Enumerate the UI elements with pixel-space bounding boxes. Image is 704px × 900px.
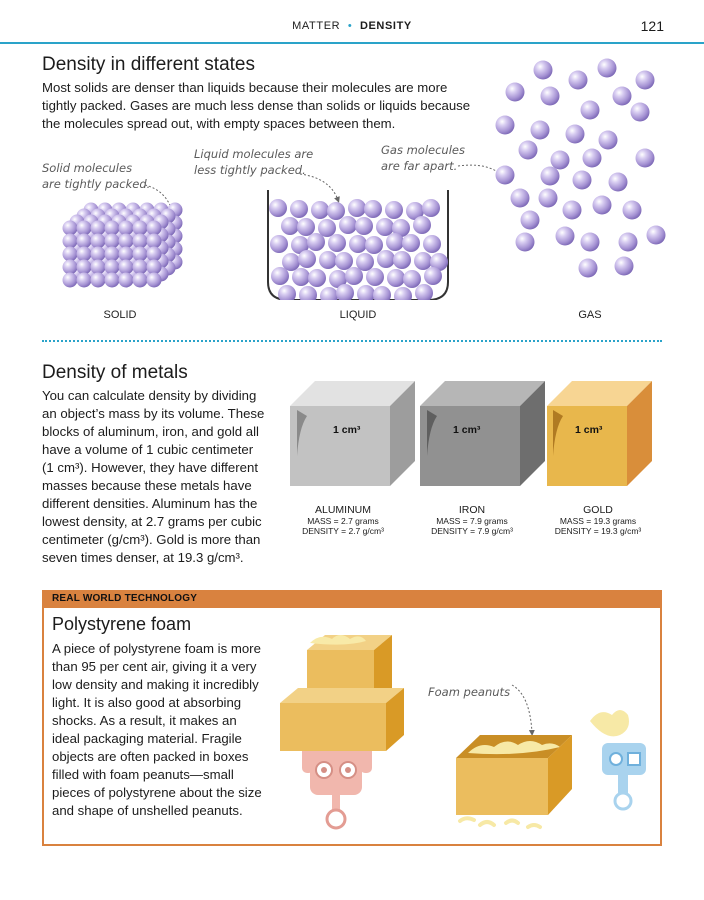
liquid-molecule [318,219,336,237]
liquid-molecule [364,200,382,218]
gas-molecule [539,189,558,208]
solid-molecule [77,273,92,288]
gas-molecule [496,166,515,185]
solid-molecule [77,260,92,275]
rwt-body-line: A piece of polystyrene foam is more [52,641,261,656]
gas-molecule [531,121,550,140]
liquid-note-arrow [300,174,338,200]
gas-molecules [496,59,666,278]
robot-figure [302,743,372,828]
states-diagram [0,50,704,300]
foam-note-arrow [512,685,532,733]
header-section-label: MATTER [292,20,341,32]
rwt-body-line: objects are often packed in boxes [52,749,249,764]
section-divider [42,340,662,342]
iron-mass: MASS = 7.9 grams [436,516,508,526]
solid-molecule [119,221,134,236]
gas-molecule [615,257,634,276]
solid-molecule [63,247,78,262]
solid-molecule [119,234,134,249]
rwt-body [52,640,272,820]
gas-molecule [519,141,538,160]
rwt-body-line: than 95 per cent air, giving it a very [52,659,257,674]
liquid-molecule [403,270,421,288]
liquid-molecule [413,216,431,234]
rwt-body-line: filled with foam peanuts—small [52,767,234,782]
metals-body-line: (1 cm³). However, they have different [42,460,258,475]
liquid-molecule [292,268,310,286]
gas-molecule [551,151,570,170]
gas-molecule [569,71,588,90]
liquid-note-line: less tightly packed. [194,163,306,177]
solid-molecules [63,203,183,288]
liquid-molecule [423,235,441,253]
liquid-molecule [320,287,338,300]
liquid-molecule [348,199,366,217]
liquid-molecule [376,218,394,236]
solid-molecule [147,273,162,288]
solid-molecule [91,260,106,275]
solid-molecule [77,247,92,262]
solid-molecule [133,234,148,249]
solid-molecule [77,234,92,249]
solid-molecule [63,260,78,275]
gas-molecule [631,103,650,122]
solid-note-line: Solid molecules [42,161,133,175]
liquid-molecule [387,269,405,287]
liquid-molecule [271,267,289,285]
solid-label: SOLID [103,309,137,321]
metals-body-line: You can calculate density by dividing [42,388,257,403]
liquid-molecule [365,236,383,254]
liquid-molecule [415,284,433,300]
solid-molecule [91,247,106,262]
liquid-molecule [357,285,375,300]
metals-body-line: lowest density, at 2.7 grams per cubic [42,514,262,529]
gas-molecule [521,211,540,230]
liquid-molecule [393,251,411,269]
liquid-molecule [339,216,357,234]
solid-molecule [147,260,162,275]
running-header [0,20,704,32]
aluminum-density: DENSITY = 2.7 g/cm³ [302,526,384,536]
iron-cube-label: 1 cm³ [453,424,481,436]
liquid-molecule [298,250,316,268]
gas-molecule [573,171,592,190]
liquid-molecule [349,235,367,253]
liquid-molecule [366,268,384,286]
metals-body-line: seven times denser, at 19.3 g/cm³. [42,550,244,565]
solid-molecule [133,273,148,288]
solid-molecule [105,273,120,288]
gas-molecule [599,131,618,150]
rwt-body-line: pieces of polystyrene about the size [52,785,262,800]
solid-molecule [63,221,78,236]
liquid-molecule [356,253,374,271]
liquid-note-line: Liquid molecules are [194,147,314,161]
gas-molecule [506,83,525,102]
liquid-molecule [269,199,287,217]
solid-molecule [119,273,134,288]
packaging-illustration [280,625,660,840]
page-number: 121 [640,18,664,34]
solid-molecule [63,273,78,288]
small-robot [590,710,646,809]
metals-body-line: centimeter (g/cm³). Gold is more than [42,532,261,547]
liquid-molecule [402,234,420,252]
solid-molecule [147,247,162,262]
gas-label: GAS [578,309,602,321]
solid-molecule [119,247,134,262]
solid-molecule [105,221,120,236]
solid-molecule [147,221,162,236]
solid-molecule [133,247,148,262]
gas-molecule [581,233,600,252]
liquid-molecule [270,235,288,253]
liquid-molecule [290,200,308,218]
gold-density: DENSITY = 19.3 g/cm³ [554,526,642,536]
liquid-molecule [311,201,329,219]
gas-molecule [496,116,515,135]
liquid-molecule [385,201,403,219]
solid-molecule [105,260,120,275]
solid-molecule [119,260,134,275]
metals-body-line: have a volume of 1 cubic centimeter [42,442,254,457]
metal-cubes [285,376,665,496]
gas-molecule [593,196,612,215]
metals-body-line: an object’s mass by its volume. These [42,406,265,421]
gas-molecule [623,201,642,220]
states-body-line: tightly packed. Gases are much less dense than solids or liquids because [42,98,471,113]
liquid-molecule [327,202,345,220]
stacked-box-bottom [280,688,404,751]
metals-body-line: blocks of aluminum, iron, and gold all [42,424,259,439]
liquid-molecule [297,218,315,236]
solid-molecule [105,234,120,249]
gas-molecule [516,233,535,252]
liquid-molecule [328,234,346,252]
gas-molecule [541,167,560,186]
gas-molecule [598,59,617,78]
gas-molecule [556,227,575,246]
rwt-body-line: ideal packaging material. Fragile [52,731,242,746]
liquid-molecule [414,252,432,270]
liquid-molecule [424,267,442,285]
aluminum-name: ALUMINUM [314,504,371,516]
liquid-molecule [422,199,440,217]
liquid-molecule [335,252,353,270]
aluminum-info [268,504,418,536]
rwt-banner: REAL WORLD TECHNOLOGY [42,590,662,608]
gas-note-line: are far apart. [381,159,458,173]
states-body-line: Most solids are denser than liquids because their molecules are more [42,80,448,95]
header-rule [0,42,704,44]
liquid-molecule [394,287,412,300]
solid-molecule [133,221,148,236]
states-body-line: the molecules spread out, with empty spaces between them. [42,116,396,131]
foam-note: Foam peanuts [428,685,511,699]
gas-molecule [581,101,600,120]
liquid-molecule [308,269,326,287]
liquid-molecule [373,286,391,300]
gas-molecule [511,189,530,208]
metals-body-line: masses because these metals have [42,478,252,493]
liquid-molecule [278,285,296,300]
iron-cube [420,381,545,486]
iron-density: DENSITY = 7.9 g/cm³ [431,526,513,536]
gas-molecule [534,61,553,80]
liquid-molecule [319,251,337,269]
rwt-body-line: shocks. As a result, it makes an [52,713,237,728]
liquid-molecule [281,217,299,235]
gas-molecule [613,87,632,106]
gas-molecule [609,173,628,192]
gold-mass: MASS = 19.3 grams [559,516,637,526]
states-title: Density in different states [42,54,255,75]
header-separator: • [347,20,353,32]
liquid-molecule [299,286,317,300]
gas-molecule [566,125,585,144]
liquid-label: LIQUID [339,309,377,321]
rwt-title: Polystyrene foam [52,614,192,634]
iron-name: IRON [458,504,486,516]
metals-body [42,387,274,567]
metals-title: Density of metals [42,362,188,383]
solid-molecule [63,234,78,249]
open-box [456,735,572,827]
solid-molecule [91,273,106,288]
metals-body-line: different densities. Aluminum has the [42,496,258,511]
rwt-body-line: low density and making it incredibly [52,677,259,692]
rwt-body-line: light. It is also good at absorbing [52,695,242,710]
liquid-molecule [307,233,325,251]
header-topic-label: DENSITY [359,20,412,32]
solid-molecule [91,221,106,236]
gas-molecule [579,259,598,278]
gas-molecule [619,233,638,252]
liquid-molecules [269,199,448,300]
gas-note-line: Gas molecules [381,143,465,157]
solid-molecule [91,234,106,249]
liquid-molecule [282,253,300,271]
aluminum-mass: MASS = 2.7 grams [307,516,379,526]
gas-molecule [636,149,655,168]
gas-molecule [647,226,666,245]
gas-molecule [563,201,582,220]
liquid-molecule [377,250,395,268]
gold-name: GOLD [583,504,613,516]
liquid-molecule [386,233,404,251]
liquid-molecule [345,267,363,285]
gas-molecule [583,149,602,168]
solid-molecule [133,260,148,275]
gold-cube-label: 1 cm³ [575,424,603,436]
rwt-body-line: and shape of unshelled peanuts. [52,803,243,818]
aluminum-cube-label: 1 cm³ [333,424,361,436]
solid-note-line: are tightly packed. [42,177,151,191]
liquid-molecule [355,217,373,235]
solid-molecule [77,221,92,236]
solid-molecule [147,234,162,249]
gas-molecule [541,87,560,106]
gas-molecule [636,71,655,90]
gold-info [523,504,673,536]
solid-molecule [105,247,120,262]
